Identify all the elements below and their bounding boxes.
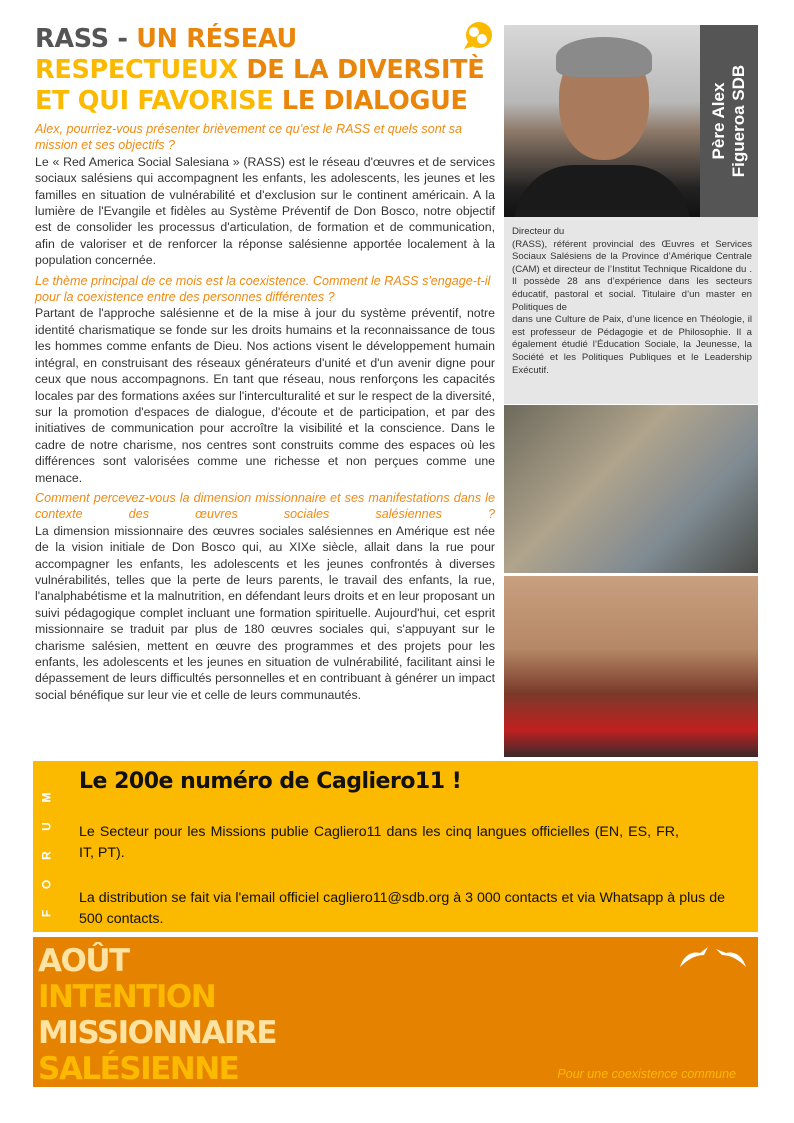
answer-2: Partant de l'approche salésienne et de la mise à jour du système préventif, notre identité charismatique se fonde sur les droits humains et la reconnaissance de tous les hommes comme enfants de Dieu. Nos actions visent le développement humain intégral, en construisant des réseaux générateurs d'unité et d'un avenir digne pour ceux que nous accompagnons. En tant que réseau, nous renforçons les capacités locales par des formations axées sur l'interculturalité et sur le respect de la diversité, sur la promotion d'espaces de dialogue, d'écoute et de participation, et par des initiatives de communication pour accroître la visibilité et la conscience. Dans le cadre de notre charisme, nos centres sont construits comme des espaces où les différences sont valorisées comme une richesse et non perçues comme une menace. [35,306,495,485]
portrait-photo [504,25,700,217]
intention-month: AOÛT [38,943,129,979]
forum-label [39,783,55,928]
forum-paragraph-2: La distribution se fait via l'email officiel cagliero11@sdb.org à 3 000 contacts et via Whatsapp à plus de 500 contacts. [79,890,725,927]
answer-3: La dimension missionnaire des œuvres sociales salésiennes en Amérique est née de la vision initiale de Don Bosco qui, au XIXe siècle, allait dans la rue pour accompagner les enfants, les adolescents et les jeunes confrontés à diverses vulnérabilités, telles que la perte de leurs parents, le travail des enfants, la rue, l'analphabétisme et la malnutrition, en défendant leurs droits et en leur proposant un suivi pédagogique complet incluant une formation spirituelle. Aujourd'hui, cet esprit missionnaire se traduit par plus de 180 œuvres sociales qui, s'appuyant sur le charisme salésien, mettent en œuvre des programmes et des projets pour les enfants, les adolescents et les jeunes en situation de vulnérabilité, facilitant ainsi le dépassement de leurs difficultés personnelles et en contribuant à générer un impact social bénéfique sur leur vie et celle de leurs communautés. [35,523,495,702]
question-1: Alex, pourriez-vous présenter brièvement ce qu’est le RASS et quels sont sa mission et ses objectifs ? [35,122,463,153]
forum-letter: U [39,822,54,831]
name-bar [700,25,758,217]
bio-line: dans une Culture de Paix, d’une licence en Théologie, il est professeur de Pédagogie et de Philosophie. Il a également étudié l’Éducation Sociale, la Jeunesse, la Société et les Politiques Publiques et le Leadership Exécutif. [512,314,752,376]
intention-line-2: INTENTION [38,979,216,1015]
profile-name-2: Figueroa SDB [729,64,748,178]
forum-paragraph-1: Le Secteur pour les Missions publie Cagliero11 dans les cinq langues officielles (EN, ES, FR, IT, PT). [79,824,679,861]
forum-letter: O [39,879,54,890]
children-photo [504,405,758,573]
bio-line: (RASS), référent provincial des Œuvres et Services Sociaux Salésiens de la Province d’Amérique Centrale (CAM) et directeur de l’Institut Technique Ricaldone du . Il possède 28 ans d’expérience dans les secteurs éducatif, pastoral et social. Titulaire d’un master en Politiques de [512,238,752,313]
forum-letter: R [39,851,54,860]
answer-1: Le « Red America Social Salesiana » (RASS) est le réseau d'œuvres et de services sociaux salésiens qui accompagnent les enfants, les adolescents, les jeunes et les familles en situation de vulnérabilité et d'exclusion sur le continent américain. A la lumière de l'Evangile et fidèles au Système Préventif de Don Bosco, notre objectif est de consolider les processus d'articulation, de formation et de communication, afin de valoriser et de renforcer la réponse salésienne apportée localement à la population concernée. [35,154,495,268]
forum-letter: M [39,792,54,803]
intention-line-4: SALÉSIENNE [38,1051,239,1087]
intention-tagline: Pour une coexistence commune [557,1067,736,1081]
intention-box [33,937,758,1087]
profile-bio [504,217,758,404]
speech-bubble-icon [463,22,493,50]
bio-line: Directeur du [512,226,565,237]
forum-letter: F [39,909,54,918]
question-2: Le thème principal de ce mois est la coexistence. Comment le RASS s'engage-t-il pour la coexistence entre des personnes différentes ? [35,273,491,305]
question-3: Comment percevez-vous la dimension missionnaire et ses manifestations dans le contexte des œuvres sociales salésiennes ? [35,490,495,522]
hands-icon [678,945,748,969]
forum-title: Le 200e numéro de Cagliero11 ! [79,769,462,794]
article-title: RASS - UN RÉSEAU RESPECTUEUX DE LA DIVERSITÈ ET QUI FAVORISE LE DIALOGUE [35,24,485,116]
children-playing-photo [504,576,758,757]
forum-box [33,761,758,932]
intention-line-3: MISSIONNAIRE [38,1015,276,1051]
article [35,24,495,703]
profile-name-1: Père Alex [709,82,728,160]
